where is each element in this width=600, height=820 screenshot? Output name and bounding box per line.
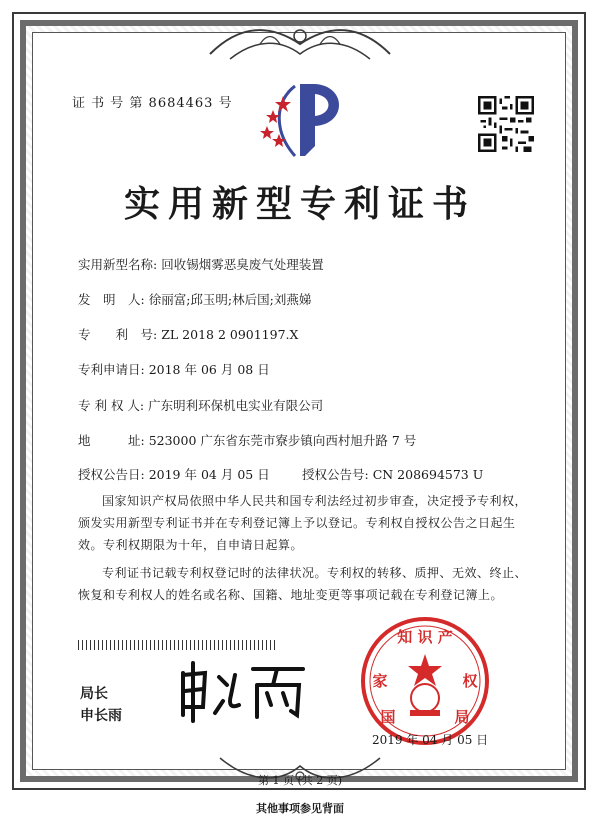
- grant-announcement-date-label: 授权公告日:: [78, 467, 145, 482]
- application-date-label: 专利申请日:: [78, 362, 145, 377]
- grant-announcement-number-row: [302, 465, 483, 483]
- address-row: [78, 431, 416, 449]
- svg-text:国: 国: [380, 708, 396, 726]
- certificate-number-label: 证 书 号 第: [72, 96, 144, 111]
- address-label: 地 址:: [78, 433, 145, 448]
- grant-announcement-number-value: CN 208694573 U: [372, 467, 484, 482]
- application-date-value: 2018 年 06 月 08 日: [148, 362, 270, 377]
- patent-number-value: ZL 2018 2 0901197.X: [161, 327, 299, 342]
- cnipa-emblem-logo: [255, 76, 350, 161]
- patent-number-row: [78, 325, 298, 343]
- svg-text:局: 局: [454, 708, 470, 726]
- grant-announcement-date-value: 2019 年 04 月 05 日: [148, 467, 270, 482]
- certificate-number-value: 8684463: [148, 96, 214, 111]
- utility-model-name-label: 实用新型名称:: [78, 257, 158, 272]
- grant-statement-paragraph: 国家知识产权局依照中华人民共和国专利法经过初步审查，决定授予专利权，颁发实用新型专利证书并在专利登记簿上予以登记。专利权自授权公告之日起生效。专利权期限为十年，自申请日起算。: [78, 494, 528, 552]
- certificate-title: 实用新型专利证书: [123, 183, 476, 225]
- inventors-label: 发 明 人:: [78, 292, 145, 307]
- inventors-value: 徐丽富;邱玉明;林后国;刘燕娣: [148, 292, 312, 307]
- back-note: 其他事项参见背面: [256, 802, 344, 815]
- top-ornament: [200, 14, 400, 74]
- patentee-value: 广东明利环保机电实业有限公司: [148, 398, 324, 413]
- svg-text:知 识 产: 知 识 产: [397, 628, 453, 646]
- seal-date: 2019 年 04 月 05 日: [372, 733, 489, 747]
- signature-rule: [78, 640, 278, 650]
- legal-status-paragraph: 专利证书记载专利权登记时的法律状况。专利权的转移、质押、无效、终止、恢复和专利权人的姓名或名称、国籍、地址变更等事项记载在专利登记簿上。: [78, 566, 528, 602]
- certificate-number-suffix: 号: [218, 96, 233, 111]
- address-value: 523000 广东省东莞市寮步镇向西村旭升路 7 号: [148, 433, 417, 448]
- utility-model-name-row: [78, 255, 324, 273]
- grant-announcement-date-row: [78, 465, 270, 483]
- grant-announcement-number-label: 授权公告号:: [302, 467, 369, 482]
- official-seal: [358, 614, 492, 748]
- patent-number-label: 专 利 号:: [78, 327, 158, 342]
- certificate-number: [72, 92, 233, 111]
- handwritten-signature: [175, 655, 310, 725]
- director-name: 申长雨: [80, 708, 122, 724]
- svg-text:家: 家: [372, 672, 388, 690]
- application-date-row: [78, 360, 270, 378]
- inventors-row: [78, 290, 311, 308]
- utility-model-name-value: 回收锡烟雾恶臭废气处理装置: [161, 257, 324, 272]
- patentee-label: 专 利 权 人:: [78, 398, 145, 413]
- qr-code: [478, 96, 534, 152]
- director-role: 局长: [80, 686, 108, 702]
- page-number: 第 1 页 (共 2 页): [257, 774, 343, 787]
- patentee-row: [78, 396, 323, 414]
- svg-text:权: 权: [462, 672, 478, 690]
